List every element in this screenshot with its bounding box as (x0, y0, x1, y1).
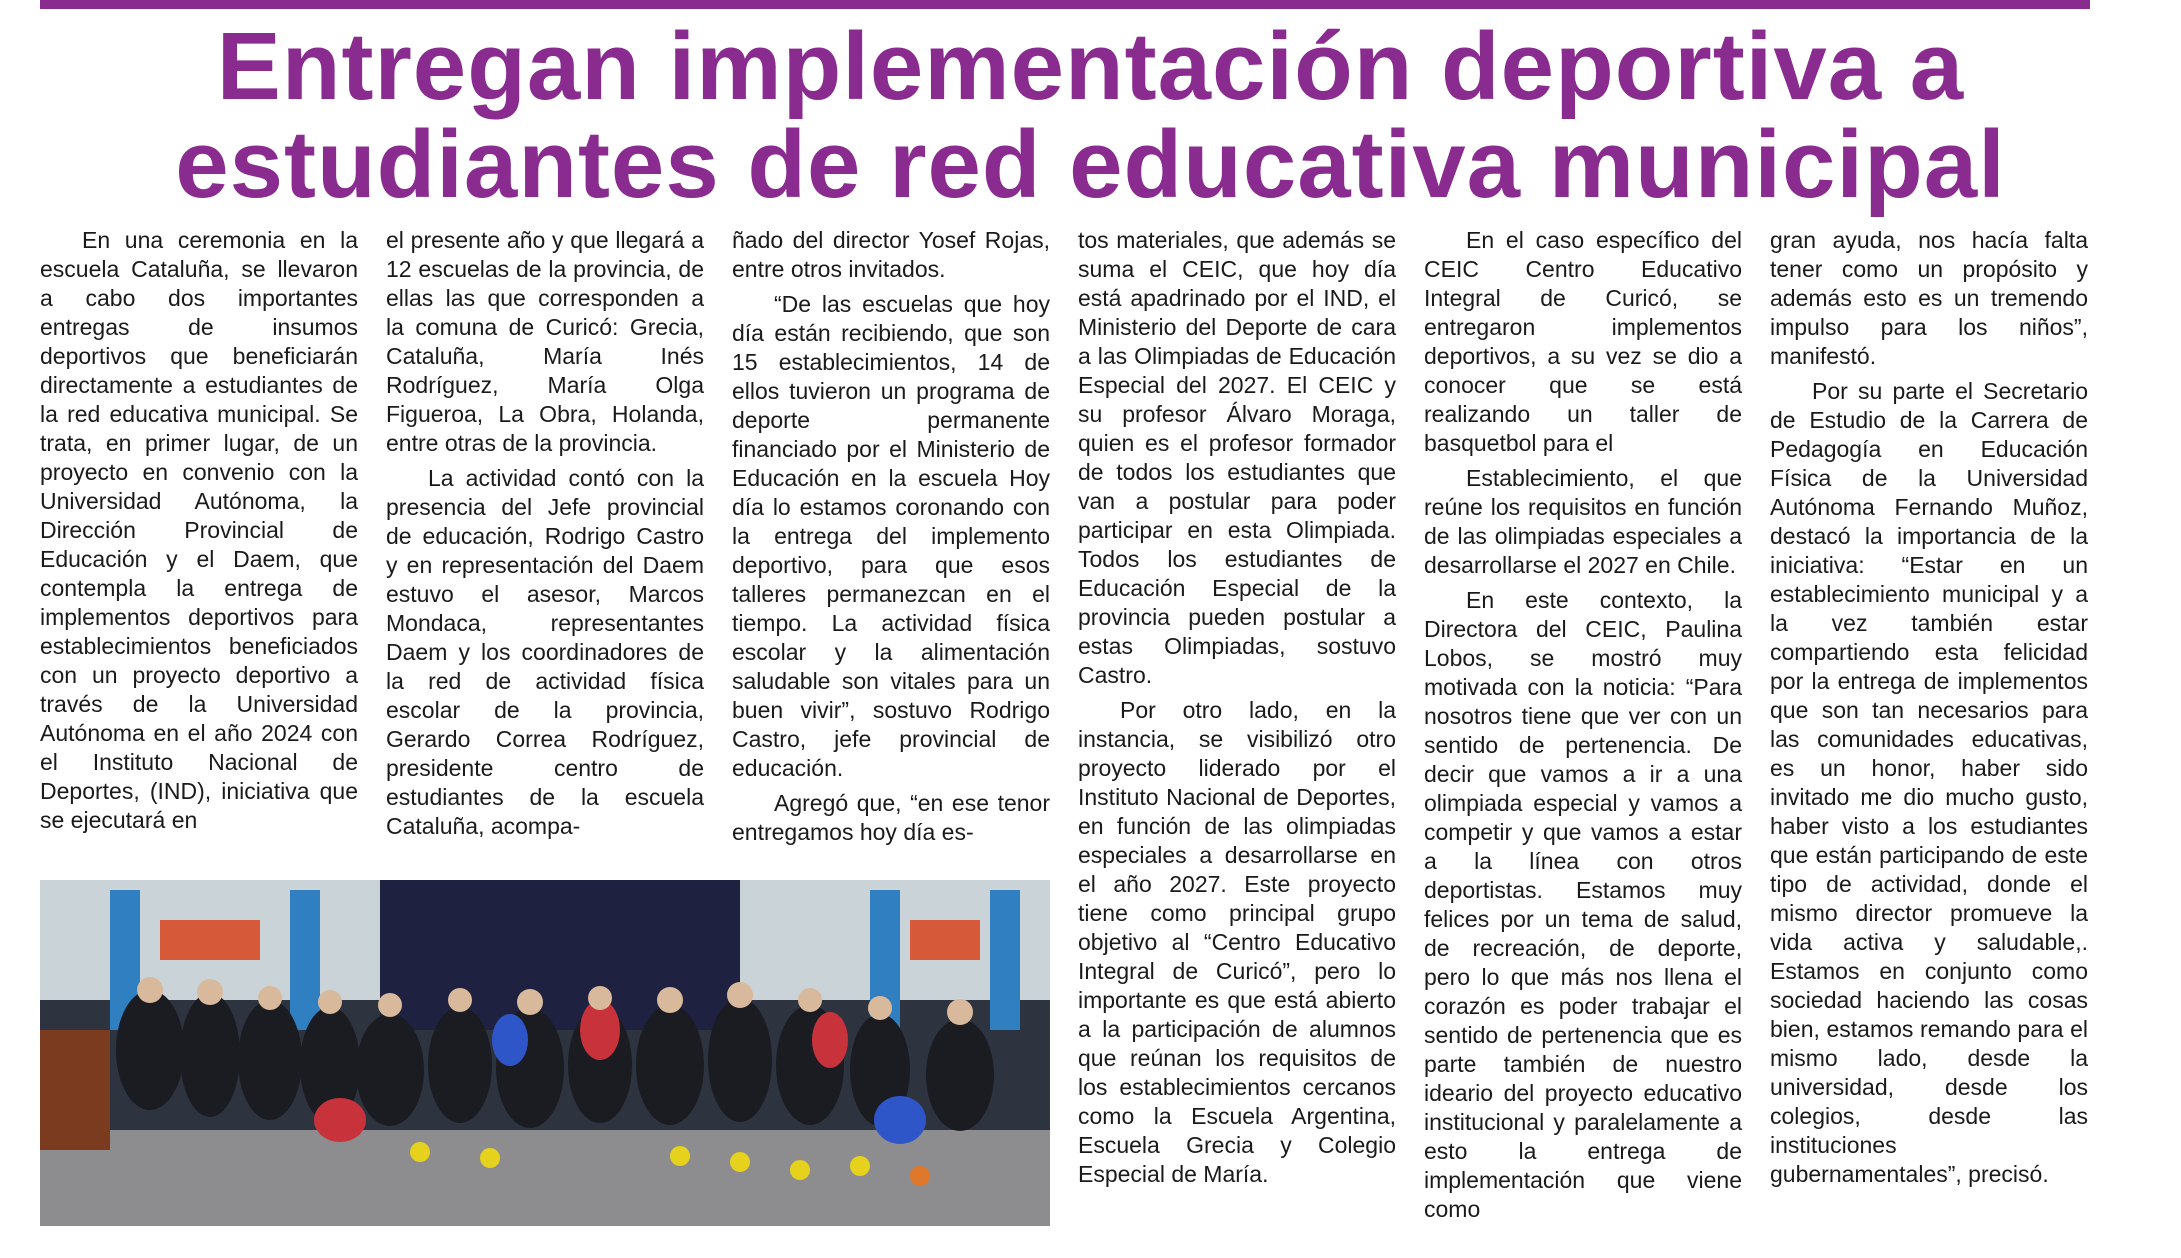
top-rule (40, 0, 2090, 9)
article-column-2 (386, 226, 704, 847)
group-photo-illustration (40, 880, 1050, 1226)
headline-line-2: estudiantes de red educativa municipal (175, 111, 2006, 218)
article-column-1 (40, 226, 358, 841)
paragraph: Por otro lado, en la instancia, se visibilizó otro proyecto liderado por el Instituto Nacional de Deportes, en función de las olimpiadas especiales a desarrollarse en el año 2027. Este proyecto tiene como principal grupo objetivo al “Centro Educativo Integral de Curicó”, pero lo importante es que está abierto a la participación de alumnos que reúnan los requisitos de los establecimientos cercanos como la Escuela Argentina, Escuela Grecia y Colegio Especial de María. (1078, 697, 1396, 1187)
paragraph: La actividad contó con la presencia del Jefe provincial de educación, Rodrigo Castro y en representación del Daem estuvo el asesor, Marcos Mondaca, representantes Daem y los coordinadores de la red de actividad física escolar de la provincia, Gerardo Correa Rodríguez, presidente centro de estudiantes de la escuela Cataluña, acompa- (386, 465, 704, 839)
paragraph: “De las escuelas que hoy día están recibiendo, que son 15 establecimientos, 14 de ellos tuvieron un programa de deporte permanente financiado por el Ministerio de Educación en la escuela Hoy día lo estamos coronando con la entrega del implemento deportivo, para que esos talleres permanezcan en el tiempo. La actividad física escolar y la alimentación saludable son vitales para un buen vivir”, sostuvo Rodrigo Castro, jefe provincial de educación. (732, 291, 1050, 781)
paragraph: Agregó que, “en ese tenor entregamos hoy día es- (732, 790, 1050, 845)
paragraph: tos materiales, que además se suma el CEIC, que hoy día está apadrinado por el IND, el Ministerio del Deporte de cara a las Olimpiadas de Educación Especial del 2027. El CEIC y su profesor Álvaro Moraga, quien es el profesor formador de todos los estudiantes que van a postular para poder participar en esta Olimpiada. Todos los estudiantes de Educación Especial de la provincia pueden postular a estas Olimpiadas, sostuvo Castro. (1078, 227, 1396, 688)
paragraph: En el caso específico del CEIC Centro Educativo Integral de Curicó, se entregaron implementos deportivos, a su vez se dio a conocer que se está realizando un taller de basquetbol para el (1424, 227, 1742, 456)
paragraph: ñado del director Yosef Rojas, entre otros invitados. (732, 227, 1050, 282)
headline (0, 13, 2181, 218)
article-column-3 (732, 226, 1050, 853)
article-column-5 (1424, 226, 1742, 1230)
article-column-4 (1078, 226, 1396, 1195)
paragraph: Por su parte el Secretario de Estudio de la Carrera de Pedagogía en Educación Física de la Universidad Autónoma Fernando Muñoz, destacó la importancia de la iniciativa: “Estar en un establecimiento municipal y a la vez también estar compartiendo esta felicidad por la entrega de implementos que son tan necesarios para las comunidades educativas, es un honor, haber sido invitado me dio mucho gusto, haber visto a los estudiantes que están participando de este tipo de actividad, donde el mismo director promueve la vida activa y saludable,. Estamos en conjunto como sociedad haciendo las cosas bien, estamos remando para el mismo lado, desde la universidad, desde los colegios, desde las instituciones gubernamentales”, precisó. (1770, 378, 2088, 1187)
paragraph: En una ceremonia en la escuela Cataluña, se llevaron a cabo dos importantes entregas de insumos deportivos que beneficiarán directamente a estudiantes de la red educativa municipal. Se trata, en primer lugar, de un proyecto en convenio con la Universidad Autónoma, la Dirección Provincial de Educación y el Daem, que contempla la entrega de implementos deportivos para establecimientos beneficiados con un proyecto deportivo a través de la Universidad Autónoma en el año 2024 con el Instituto Nacional de Deportes, (IND), iniciativa que se ejecutará en (40, 227, 358, 833)
article-column-6 (1770, 226, 2088, 1195)
headline-line-1: Entregan implementación deportiva a (216, 13, 1965, 120)
paragraph: Establecimiento, el que reúne los requisitos en función de las olimpiadas especiales a desarrollarse el 2027 en Chile. (1424, 465, 1742, 578)
paragraph: el presente año y que llegará a 12 escuelas de la provincia, de ellas las que corresponden a la comuna de Curicó: Grecia, Cataluña, María Inés Rodríguez, María Olga Figueroa, La Obra, Holanda, entre otras de la provincia. (386, 227, 704, 456)
group-photo (40, 880, 1050, 1226)
paragraph: En este contexto, la Directora del CEIC, Paulina Lobos, se mostró muy motivada con la noticia: “Para nosotros tiene que ver con un sentido de pertenencia. De decir que vamos a ir a una olimpiada especial y vamos a competir y que vamos a estar a la línea con otros deportistas. Estamos muy felices por un tema de salud, de recreación, de deporte, pero lo que más nos llena el corazón es poder trabajar el sentido de pertenencia que es parte también de nuestro ideario del proyecto educativo institucional y paralelamente a esto la entrega de implementación que viene como (1424, 587, 1742, 1222)
paragraph: gran ayuda, nos hacía falta tener como un propósito y además esto es un tremendo impulso para los niños”, manifestó. (1770, 227, 2088, 369)
